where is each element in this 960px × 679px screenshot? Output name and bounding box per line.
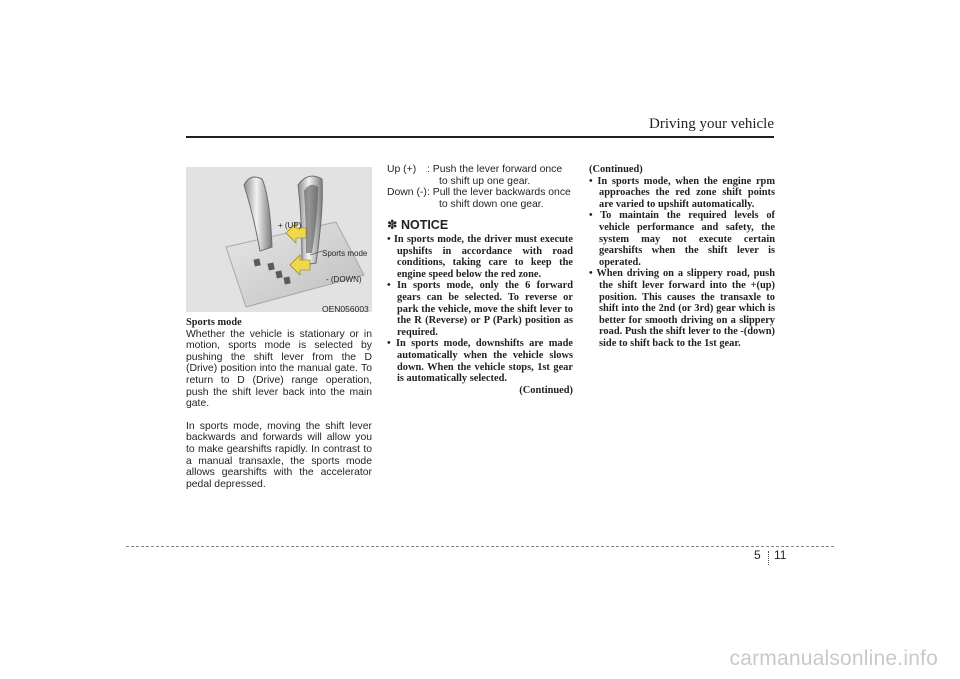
up-term xyxy=(387,164,573,187)
paragraph-2: In sports mode, moving the shift lever backwards and forwards will allow you to make gearshifts rapidly. In contrast to a manual transaxle, the sports mode allows gearshifts with the accelerator pedal depressed. xyxy=(186,420,372,490)
header-title: Driving your vehicle xyxy=(649,116,774,132)
column-3 xyxy=(589,164,775,350)
up-key: Up (+) xyxy=(387,164,417,175)
figure-label-down: - (DOWN) xyxy=(326,275,362,284)
page-number-separator xyxy=(768,551,769,565)
column-1 xyxy=(186,317,372,490)
notice-bullet-4: • In sports mode, when the engine rpm approaches the red zone shift points are varied to upshift automatically. xyxy=(589,175,775,210)
figure-code: OEN056003 xyxy=(322,304,369,314)
continued-label: (Continued) xyxy=(519,384,573,396)
figure-label-sports-mode: Sports mode xyxy=(322,249,368,258)
header-rule xyxy=(186,136,774,138)
page-number: 11 xyxy=(774,548,787,562)
shift-lever-illustration xyxy=(186,167,372,312)
down-key: Down (-) xyxy=(387,187,427,199)
continued-heading: (Continued) xyxy=(589,164,643,175)
notice-bullet-6: • When driving on a slippery road, push the shift lever forward into the +(up) position. This causes the transaxle to shift into the 2nd (or 3rd) gear which is better for smooth driving on a slippery road. Push the shift lever to the -(down) side to shift back to the 1st gear. xyxy=(589,268,775,349)
figure-label-up: + (UP) xyxy=(278,221,302,230)
watermark: carmanualsonline.info xyxy=(729,647,938,670)
column-2 xyxy=(387,164,573,396)
shift-lever-drawing xyxy=(186,167,372,312)
down-text: : Pull the lever backwards once to shift down one gear. xyxy=(427,187,571,210)
notice-bullet-1: • In sports mode, the driver must execute upshifts in accordance with road conditions, taking care to keep the engine speed below the red zone. xyxy=(387,233,573,280)
notice-title: ✽ NOTICE xyxy=(387,218,449,233)
notice-bullet-2: • In sports mode, only the 6 forward gears can be selected. To reverse or park the vehicle, move the shift lever to the R (Reverse) or P (Park) position as required. xyxy=(387,280,573,338)
paragraph-1: Whether the vehicle is stationary or in motion, sports mode is selected by pushing the shift lever from the D (Drive) position into the manual gate. To return to D (Drive) range operation, push the shift lever back into the main gate. xyxy=(186,328,372,410)
footer-rule xyxy=(126,546,834,547)
down-term xyxy=(387,187,573,210)
section-number: 5 xyxy=(754,548,761,562)
notice-bullet-5: • To maintain the required levels of vehicle performance and safety, the system may not execute certain gearshifts when the shift lever is operated. xyxy=(589,210,775,268)
up-text: : Push the lever forward once to shift up one gear. xyxy=(427,164,563,187)
notice-bullet-3: • In sports mode, downshifts are made automatically when the vehicle slows down. When the vehicle stops, 1st gear is automatically selected. xyxy=(387,338,573,385)
sports-mode-heading: Sports mode xyxy=(186,317,242,328)
